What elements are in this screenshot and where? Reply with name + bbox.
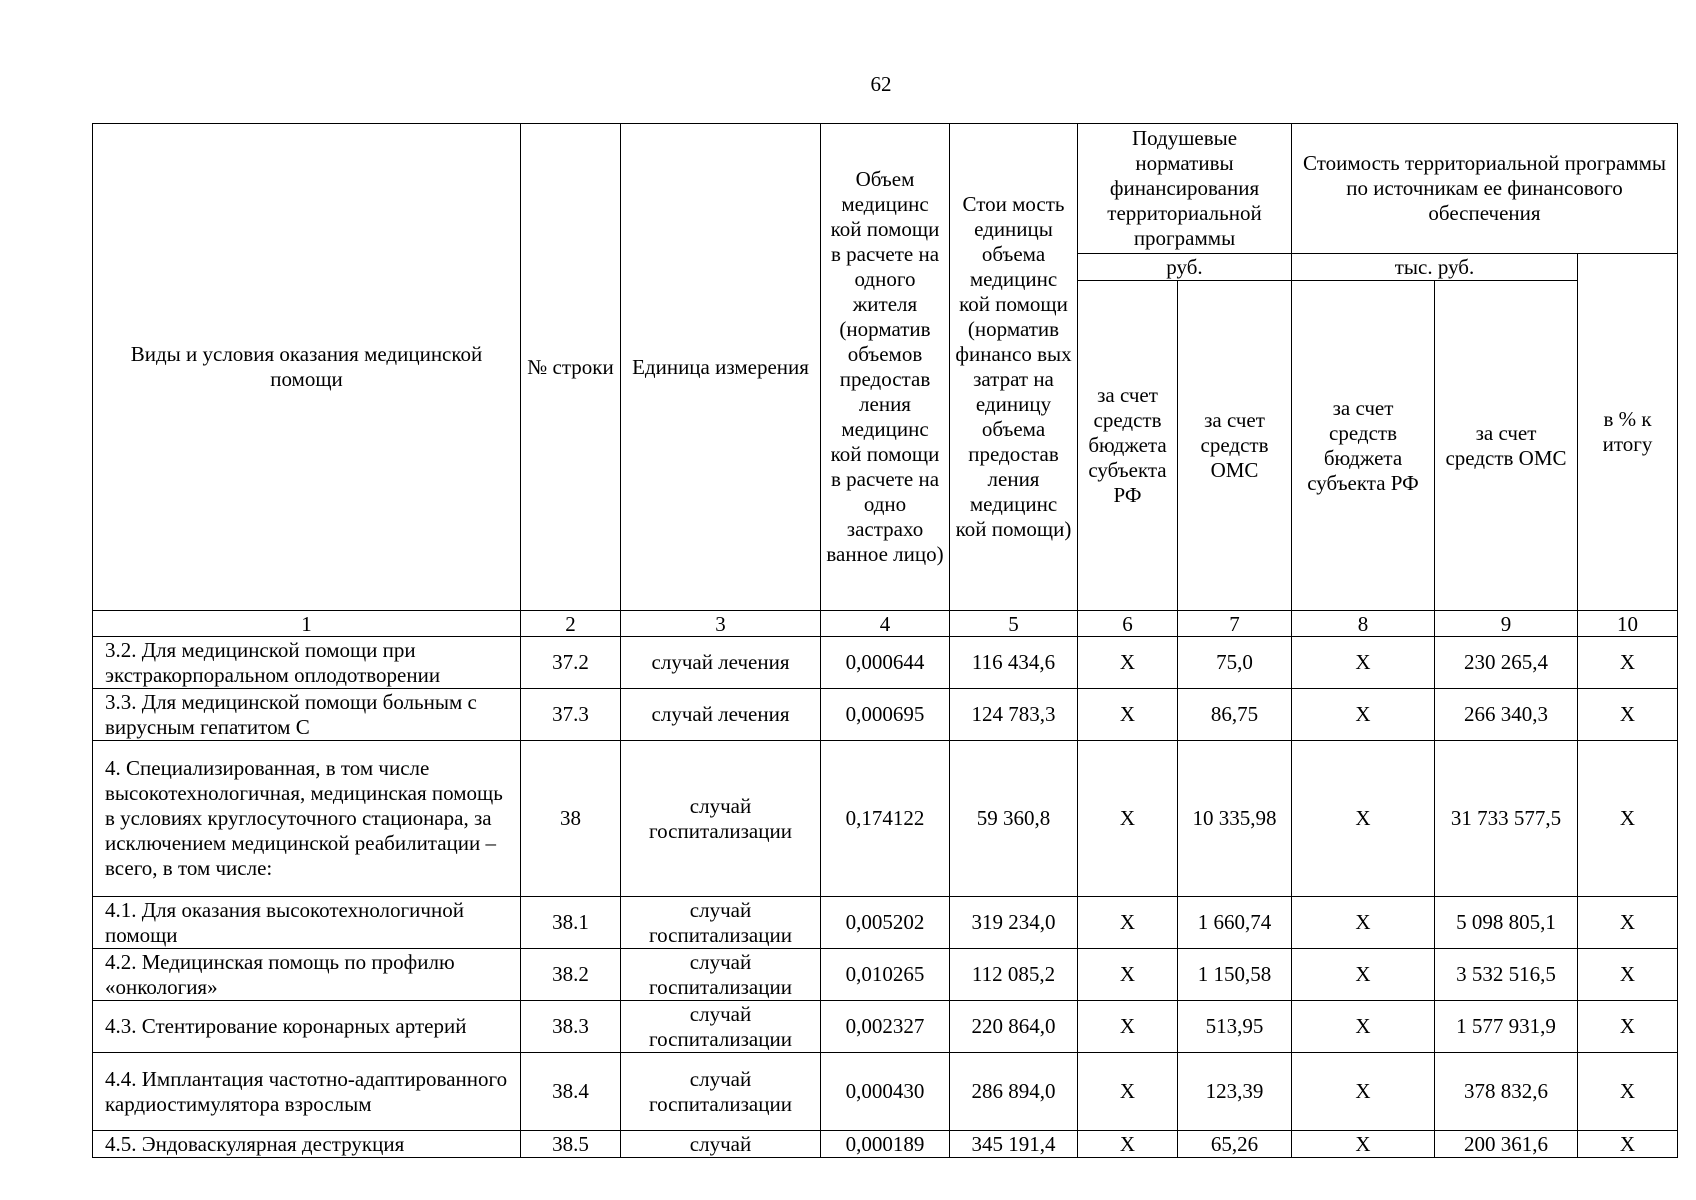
row-total-oms: 230 265,4 [1435, 637, 1578, 689]
row-line-number: 38.1 [521, 897, 621, 949]
row-total-budget: Х [1292, 637, 1435, 689]
row-percap-budget: Х [1078, 1131, 1178, 1158]
row-unit-cost: 286 894,0 [950, 1053, 1078, 1131]
row-percap-budget: Х [1078, 897, 1178, 949]
row-percap-oms: 513,95 [1178, 1001, 1292, 1053]
row-percent: Х [1578, 1053, 1678, 1131]
row-line-number: 37.3 [521, 689, 621, 741]
row-name: 3.2. Для медицинской помощи при экстракорпоральном оплодотворении [93, 637, 521, 689]
row-unit: случай госпитализации [621, 1053, 821, 1131]
financing-table [92, 123, 1678, 1158]
column-number: 8 [1292, 611, 1435, 637]
row-total-oms: 378 832,6 [1435, 1053, 1578, 1131]
column-number: 6 [1078, 611, 1178, 637]
row-percap-budget: Х [1078, 949, 1178, 1001]
row-line-number: 38 [521, 741, 621, 897]
row-name: 4.5. Эндоваскулярная деструкция [93, 1131, 521, 1158]
header-line-number: № строки [521, 124, 621, 611]
header-percent-of-total: в % к итогу [1578, 254, 1678, 611]
row-volume: 0,005202 [821, 897, 950, 949]
row-name: 4.2. Медицинская помощь по профилю «онкология» [93, 949, 521, 1001]
row-unit: случай госпитализации [621, 1001, 821, 1053]
row-percent: Х [1578, 1131, 1678, 1158]
row-volume: 0,002327 [821, 1001, 950, 1053]
row-total-oms: 31 733 577,5 [1435, 741, 1578, 897]
row-percap-oms: 75,0 [1178, 637, 1292, 689]
row-percap-budget: Х [1078, 1053, 1178, 1131]
header-total-budget: за счет средств бюджета субъекта РФ [1292, 281, 1435, 611]
row-total-oms: 5 098 805,1 [1435, 897, 1578, 949]
table-row [93, 897, 1678, 949]
row-unit-cost: 345 191,4 [950, 1131, 1078, 1158]
row-percap-oms: 123,39 [1178, 1053, 1292, 1131]
table-row [93, 689, 1678, 741]
row-unit-cost: 59 360,8 [950, 741, 1078, 897]
row-name: 4.3. Стентирование коронарных артерий [93, 1001, 521, 1053]
header-volume: Объем медицинс кой помощи в расчете на одного жителя (норматив объемов предостав ления медицинс кой помощи в расчете на одно застрахо ванное лицо) [821, 124, 950, 611]
row-unit: случай госпитализации [621, 741, 821, 897]
row-unit-cost: 220 864,0 [950, 1001, 1078, 1053]
row-percap-oms: 1 660,74 [1178, 897, 1292, 949]
row-total-budget: Х [1292, 689, 1435, 741]
row-total-budget: Х [1292, 949, 1435, 1001]
column-number-row [93, 611, 1678, 637]
row-unit: случай [621, 1131, 821, 1158]
row-percent: Х [1578, 689, 1678, 741]
row-percap-budget: Х [1078, 637, 1178, 689]
row-total-budget: Х [1292, 1001, 1435, 1053]
row-line-number: 38.5 [521, 1131, 621, 1158]
row-unit: случай лечения [621, 689, 821, 741]
row-name: 4. Специализированная, в том числе высокотехнологичная, медицинская помощь в условиях круглосуточного стационара, за исключением медицинской реабилитации – всего, в том числе: [93, 741, 521, 897]
row-total-budget: Х [1292, 741, 1435, 897]
column-number: 7 [1178, 611, 1292, 637]
column-number: 3 [621, 611, 821, 637]
header-per-capita-norms: Подушевые нормативы финансирования территориальной программы [1078, 124, 1292, 254]
table-row [93, 1131, 1678, 1158]
row-total-oms: 266 340,3 [1435, 689, 1578, 741]
row-percent: Х [1578, 897, 1678, 949]
row-total-oms: 3 532 516,5 [1435, 949, 1578, 1001]
header-percap-budget: за счет средств бюджета субъекта РФ [1078, 281, 1178, 611]
row-unit: случай госпитализации [621, 897, 821, 949]
row-percent: Х [1578, 741, 1678, 897]
row-unit: случай госпитализации [621, 949, 821, 1001]
row-unit-cost: 124 783,3 [950, 689, 1078, 741]
row-total-budget: Х [1292, 1053, 1435, 1131]
table-row [93, 741, 1678, 897]
row-total-budget: Х [1292, 1131, 1435, 1158]
row-percent: Х [1578, 637, 1678, 689]
row-unit: случай лечения [621, 637, 821, 689]
row-percap-oms: 10 335,98 [1178, 741, 1292, 897]
row-percent: Х [1578, 1001, 1678, 1053]
row-line-number: 37.2 [521, 637, 621, 689]
row-total-budget: Х [1292, 897, 1435, 949]
table-row [93, 1053, 1678, 1131]
header-kinds-and-conditions: Виды и условия оказания медицинской помощи [93, 124, 521, 611]
header-unit-cost: Стои мость единицы объема медицинс кой помощи (норматив финансо вых затрат на единицу объема предостав ления медицинс кой помощи) [950, 124, 1078, 611]
header-unit: Единица измерения [621, 124, 821, 611]
row-total-oms: 200 361,6 [1435, 1131, 1578, 1158]
table-row [93, 1001, 1678, 1053]
column-number: 9 [1435, 611, 1578, 637]
row-volume: 0,000644 [821, 637, 950, 689]
row-percap-budget: Х [1078, 689, 1178, 741]
row-line-number: 38.4 [521, 1053, 621, 1131]
header-total-oms: за счет средств ОМС [1435, 281, 1578, 611]
header-unit-thousand-rub: тыс. руб. [1292, 254, 1578, 281]
row-volume: 0,000695 [821, 689, 950, 741]
row-percent: Х [1578, 949, 1678, 1001]
row-percap-budget: Х [1078, 1001, 1178, 1053]
row-percap-oms: 86,75 [1178, 689, 1292, 741]
row-unit-cost: 116 434,6 [950, 637, 1078, 689]
row-percap-oms: 65,26 [1178, 1131, 1292, 1158]
row-unit-cost: 112 085,2 [950, 949, 1078, 1001]
row-name: 4.4. Имплантация частотно-адаптированного кардиостимулятора взрослым [93, 1053, 521, 1131]
table-row [93, 949, 1678, 1001]
header-percap-oms: за счет средств ОМС [1178, 281, 1292, 611]
column-number: 10 [1578, 611, 1678, 637]
row-volume: 0,010265 [821, 949, 950, 1001]
row-percap-oms: 1 150,58 [1178, 949, 1292, 1001]
row-name: 4.1. Для оказания высокотехнологичной помощи [93, 897, 521, 949]
column-number: 4 [821, 611, 950, 637]
row-volume: 0,174122 [821, 741, 950, 897]
row-percap-budget: Х [1078, 741, 1178, 897]
column-number: 2 [521, 611, 621, 637]
row-line-number: 38.3 [521, 1001, 621, 1053]
header-program-cost: Стоимость территориальной программы по источникам ее финансового обеспечения [1292, 124, 1678, 254]
table-row [93, 637, 1678, 689]
row-unit-cost: 319 234,0 [950, 897, 1078, 949]
row-name: 3.3. Для медицинской помощи больным с вирусным гепатитом С [93, 689, 521, 741]
row-volume: 0,000189 [821, 1131, 950, 1158]
column-number: 1 [93, 611, 521, 637]
header-unit-rub: руб. [1078, 254, 1292, 281]
page-number: 62 [870, 72, 892, 96]
row-total-oms: 1 577 931,9 [1435, 1001, 1578, 1053]
row-volume: 0,000430 [821, 1053, 950, 1131]
row-line-number: 38.2 [521, 949, 621, 1001]
column-number: 5 [950, 611, 1078, 637]
